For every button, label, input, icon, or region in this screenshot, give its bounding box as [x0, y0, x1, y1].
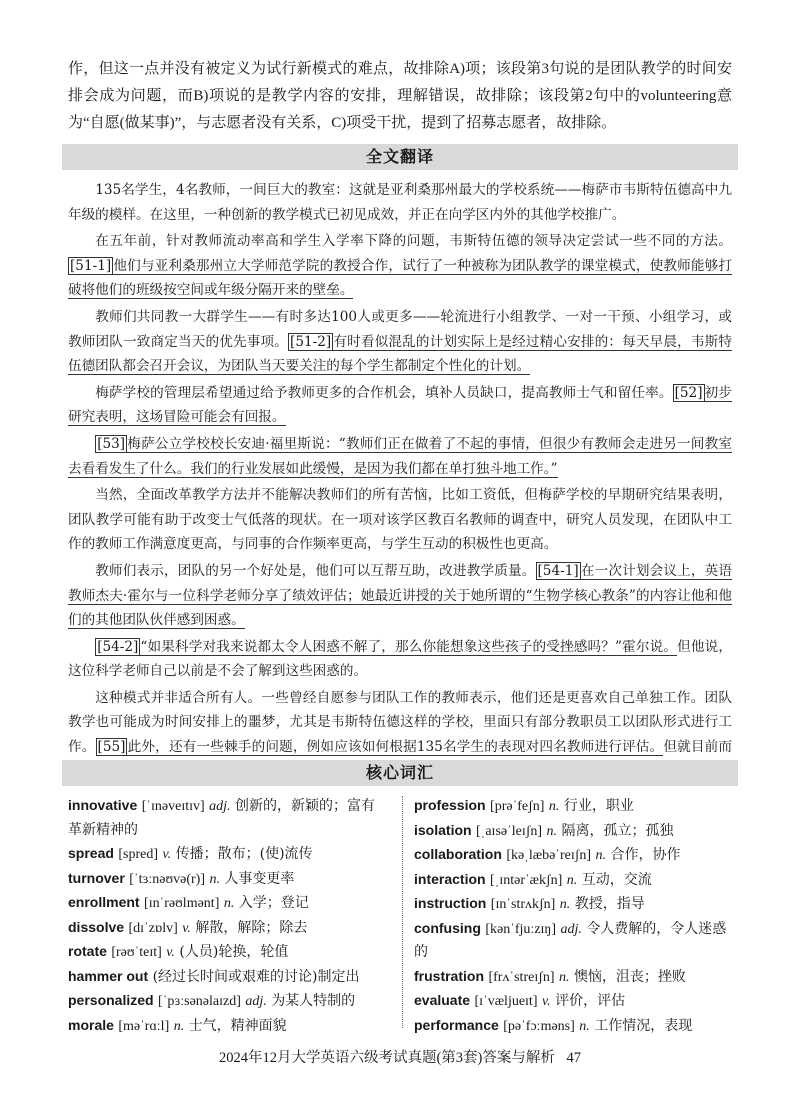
- vocab-entry: [414, 819, 734, 844]
- p9-text-c: 但就目前而: [663, 739, 732, 756]
- p2-underlined: 他们与亚利桑那州立大学师范学院的教授合作，试行了一种被称为团队教学的课堂模式，使教师能够打破将他们的班级按空间或年级分隔开来的壁垒。: [68, 257, 732, 299]
- vocab-pos: v.: [541, 994, 551, 1009]
- vocab-pos: n.: [173, 1018, 185, 1034]
- vocab-pos: n.: [209, 871, 220, 887]
- page-footer: [0, 1046, 800, 1067]
- translation-paragraph-1: [68, 178, 732, 227]
- translation-paragraph-6: [68, 483, 732, 557]
- vocab-word: evaluate: [414, 992, 471, 1008]
- vocab-phonetic: [pəˈfɔːməns]: [503, 1018, 575, 1034]
- vocab-word: spread: [68, 845, 114, 861]
- p2-text-a: 在五年前，针对教师流动率高和学生入学率下降的问题，韦斯特伍德的领导决定尝试一些不同的方法。: [95, 233, 732, 250]
- vocab-word: rotate: [68, 943, 107, 959]
- vocab-pos: adj.: [560, 921, 582, 937]
- p7-text-a: 教师们表示，团队的另一个好处是，他们可以互帮互助，改进教学质量。: [95, 562, 536, 579]
- vocab-definition: 合作，协作: [610, 847, 681, 863]
- vocab-definition: 教授，指导: [574, 896, 645, 912]
- question-tag-54-2: [54-2]: [97, 638, 139, 655]
- vocab-section-header: 核心词汇: [62, 760, 738, 786]
- vocab-pos: n.: [566, 872, 578, 888]
- vocab-definition: 懊恼，沮丧；挫败: [573, 968, 686, 985]
- vocab-entry: [68, 794, 388, 842]
- vocab-word: turnover: [68, 869, 125, 886]
- vocab-pos: n.: [559, 897, 571, 912]
- vocab-definition: 为某人特制的: [271, 993, 356, 1009]
- vocab-entry: [68, 842, 388, 867]
- vocab-word: personalized: [68, 992, 154, 1008]
- vocab-entry: [68, 916, 388, 941]
- question-tag-51-1: [51-1]: [70, 257, 112, 274]
- vocab-definition: 隔离，孤立；孤独: [561, 822, 674, 839]
- p8-underlined: “如果科学对我来说都太令人困惑不解了，那么你能想象这些孩子的受挫感吗？”霍尔说。: [140, 638, 678, 655]
- translation-paragraph-2: [68, 229, 732, 303]
- vocab-word: hammer out: [68, 967, 149, 984]
- vocab-phonetic: [ˈɪnəveɪtɪv]: [141, 799, 205, 814]
- vocab-pos: v.: [166, 945, 175, 960]
- vocab-pos: n.: [223, 896, 235, 911]
- vocab-definition: 入学；登记: [238, 895, 309, 911]
- vocab-definition: 解散，解除；除去: [195, 919, 308, 936]
- vocab-pos: v.: [162, 847, 172, 862]
- vocab-definition: 人事变更率: [224, 870, 295, 887]
- vocab-word: interaction: [414, 870, 486, 887]
- vocab-pos: adj.: [245, 994, 267, 1009]
- p4-text-a: 梅萨学校的管理层希望通过给予教师更多的合作机会，填补人员缺口，提高教师士气和留任率。: [95, 384, 673, 401]
- vocab-phonetic: [ˌaɪsəˈleɪʃn]: [476, 823, 543, 839]
- vocab-pos: n.: [558, 969, 570, 985]
- question-tag-53: [53]: [97, 435, 126, 452]
- vocab-word: performance: [414, 1016, 499, 1033]
- vocab-entry: [414, 989, 734, 1014]
- p6-text: 当然，全面改革教学方法并不能解决教师们的所有苦恼，比如工资低，但梅萨学校的早期研究结果表明，团队教学可能有助于改变士气低落的现状。在一项对该学区教百名教师的调查中，研究人员发现，在团队中工作的教师工作满意度更高，与同事的合作频率更高，与学生互动的积极性也更高。: [68, 487, 732, 553]
- question-tag-54-1: [54-1]: [537, 562, 579, 579]
- vocab-entry: [68, 940, 388, 965]
- p4-underlined: 初步研究表明，这场冒险可能会有回报。: [68, 384, 733, 426]
- vocab-definition: 行业，职业: [563, 798, 634, 814]
- translation-paragraph-3: [68, 305, 732, 379]
- vocab-word: isolation: [414, 821, 472, 838]
- vocab-definition: 令人费解的，令人迷惑的: [414, 920, 727, 960]
- vocab-entry: [414, 1014, 734, 1039]
- vocab-phonetic: [prəˈfeʃn]: [490, 799, 545, 814]
- vocab-word: enrollment: [68, 894, 140, 910]
- vocab-pos: n.: [579, 1018, 590, 1034]
- vocab-entry: [68, 1014, 388, 1039]
- intro-text: 作，但这一点并没有被定义为试行新模式的难点，故排除A)项；该段第3句说的是团队教学的时间安排会成为问题，而B)项说的是教学内容的安排，理解错误，故排除；该段第2句中的volunteering意为“自愿(做某事)”，与志愿者没有关系，C)项受干扰，提到了招募志愿者，故排除。: [68, 61, 732, 131]
- p9-underlined: 此外，还有一些棘手的问题，例如应该如何根据135名学生的表现对四名教师进行评估。: [127, 739, 664, 756]
- vocab-word: instruction: [414, 895, 487, 911]
- vocab-word: frustration: [414, 967, 484, 984]
- vocab-phonetic: [kənˈfjuːzɪŋ]: [485, 921, 557, 937]
- p3-underlined: 有时看似混乱的计划实际上是经过精心安排的：每天早晨，韦斯特伍德团队都会召开会议，为团队当天要关注的每个学生都制定个性化的计划。: [68, 333, 733, 375]
- p5-underlined: 梅萨公立学校校长安迪·福里斯说：“教师们正在做着了不起的事情，但很少有教师会走进另一间教室去看看发生了什么。我们的行业发展如此缓慢，是因为我们都在单打独斗地工作。”: [68, 435, 732, 477]
- vocab-phonetic: [kəˌlæbəˈreɪʃn]: [506, 848, 592, 863]
- vocab-phonetic: [ɪnˈrəʊlmənt]: [144, 896, 220, 911]
- p3-text-a: 教师们共同教一大群学生——有时多达100人或更多——轮流进行小组教学、一对一干预、小组学习，或教师团队一致商定当天的优先事项。: [68, 308, 732, 350]
- vocab-definition: 互动，交流: [581, 871, 652, 888]
- p8-text-c: 但他说，这位科学老师自己以前是不会了解到这些困惑的。: [68, 638, 732, 680]
- intro-paragraph: [68, 56, 732, 137]
- vocab-pos: n.: [548, 799, 560, 814]
- vocab-phonetic: [rəʊˈteɪt]: [111, 945, 162, 960]
- page-number: 47: [566, 1050, 582, 1066]
- vocab-word: innovative: [68, 797, 138, 813]
- vocab-entry: [414, 868, 734, 893]
- vocab-word: profession: [414, 797, 486, 813]
- column-divider: [402, 796, 403, 1028]
- vocab-definition: 工作情况，表现: [594, 1017, 693, 1034]
- p7-underlined: 在一次计划会议上，英语教师杰夫·霍尔与一位科学老师分享了绩效评估；她最近讲授的关于她所谓的“生物学核心教条”的内容让他和他们的其他团队伙伴感到困惑。: [68, 562, 733, 629]
- vocab-definition: 评价，评估: [555, 993, 626, 1009]
- vocab-phonetic: [ˈpɜːsənəlaɪzd]: [158, 994, 241, 1009]
- vocab-phonetic: [ɪˈvæljueɪt]: [474, 994, 538, 1009]
- vocab-entry: [68, 891, 388, 916]
- vocab-pos: n.: [595, 848, 607, 863]
- vocab-column-right: [414, 794, 734, 1038]
- vocab-definition: (经过长时间或艰难的讨论)制定出: [152, 968, 360, 985]
- vocab-word: morale: [68, 1016, 114, 1033]
- vocab-definition: 创新的，新颖的；富有革新精神的: [68, 798, 375, 838]
- vocab-phonetic: [ˌɪntərˈækʃn]: [490, 872, 563, 888]
- translation-paragraph-8: [68, 635, 732, 684]
- vocab-definition: (人员)轮换，轮值: [179, 944, 289, 960]
- vocab-entry: [68, 965, 388, 990]
- vocab-definition: 传播；散布；(使)流传: [175, 846, 313, 862]
- vocab-word: confusing: [414, 919, 481, 936]
- vocab-word: dissolve: [68, 918, 125, 935]
- vocab-phonetic: [dɪˈzɒlv]: [128, 920, 178, 936]
- vocab-phonetic: [məˈrɑːl]: [118, 1018, 170, 1034]
- footer-title: 2024年12月大学英语六级考试真题(第3套)答案与解析: [218, 1050, 555, 1066]
- vocab-entry: [414, 965, 734, 990]
- p9-text-a: 这种模式并非适合所有人。一些曾经自愿参与团队工作的教师表示，他们还是更喜欢自己单独工作。团队教学也可能成为时间安排上的噩梦，尤其是韦斯特伍德这样的学校，里面只有部分教职员工以团队形式进行工作。: [68, 689, 732, 756]
- translation-section-header: 全文翻译: [62, 144, 738, 170]
- translation-paragraph-4: [68, 381, 732, 430]
- vocab-entry: [414, 892, 734, 917]
- vocab-entry: [414, 917, 734, 965]
- vocab-pos: v.: [182, 920, 191, 936]
- vocab-definition: 士气，精神面貌: [188, 1017, 287, 1034]
- translation-paragraph-5: [68, 432, 732, 481]
- vocab-phonetic: [ɪnˈstrʌkʃn]: [490, 897, 556, 912]
- question-tag-51-2: [51-2]: [290, 333, 332, 350]
- vocab-phonetic: [frʌˈstreɪʃn]: [488, 969, 555, 985]
- translation-paragraph-7: [68, 559, 732, 633]
- vocab-pos: adj.: [209, 799, 231, 814]
- vocab-entry: [414, 794, 734, 819]
- vocab-entry: [414, 843, 734, 868]
- vocab-phonetic: [spred]: [118, 847, 159, 862]
- p1-text: 135名学生，4名教师，一间巨大的教室：这就是亚利桑那州最大的学校系统——梅萨市韦斯特伍德高中九年级的模样。在这里，一种创新的教学模式已初见成效，并正在向学区内外的其他学校推广。: [68, 182, 732, 223]
- question-tag-55: [55]: [97, 739, 126, 756]
- vocab-pos: n.: [546, 823, 558, 839]
- vocab-word: collaboration: [414, 846, 502, 862]
- vocab-phonetic: [ˈtɜːnəʊvə(r)]: [129, 871, 205, 887]
- translation-body: [68, 178, 732, 786]
- vocab-entry: [68, 989, 388, 1014]
- question-tag-52: [52]: [674, 384, 703, 401]
- vocab-entry: [68, 867, 388, 892]
- vocab-column-left: [68, 794, 388, 1038]
